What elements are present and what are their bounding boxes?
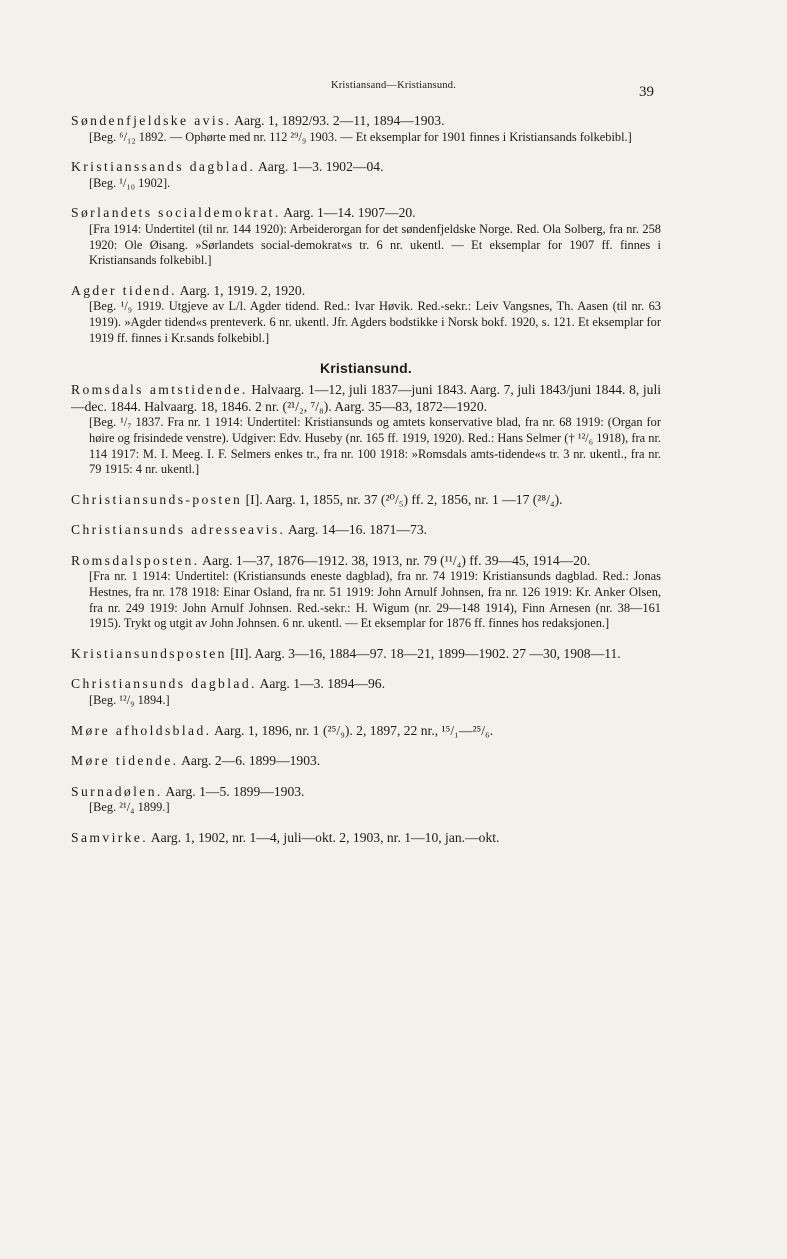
entry-head	[71, 522, 661, 539]
entry-holdings: Aarg. 1—3. 1902—04.	[257, 159, 384, 175]
entry-title: Christiansunds dagblad.	[71, 676, 257, 692]
entry-note: [Beg. ¹/₉ 1919. Utgjeve av L/l. Agder tidend. Red.: Ivar Høvik. Red.-sekr.: Leiv Vangsnes, Th. Aasen (til nr. 63 1919). »Agder tidend«s prenteverk. 6 nr. ukentl. Jfr. Agders bodstikke i Norsk bokf. 1920, s. 121. Et eksemplar for 1919 ff. finnes i Kr.sands folkebibl.]	[89, 299, 661, 345]
bibliography-entry	[71, 723, 661, 740]
entry-holdings: Aarg. 1—37, 1876—1912. 38, 1913, nr. 79 (¹¹/₄) ff. 39—45, 1914—20.	[202, 552, 591, 568]
entry-head	[71, 676, 661, 693]
entry-note: [Beg. ¹²/₉ 1894.]	[89, 693, 170, 708]
bibliography-entry	[71, 382, 661, 478]
bibliography-entry	[71, 205, 661, 268]
bibliography-entry	[71, 553, 661, 632]
bibliography-entry	[71, 646, 661, 663]
bibliography-entry	[71, 522, 661, 539]
bibliography-body	[71, 113, 661, 861]
entry-title: Møre afholdsblad.	[71, 722, 212, 738]
entry-head	[71, 283, 661, 300]
entry-head	[71, 784, 661, 801]
entry-title: Søndenfjeldske avis.	[71, 113, 232, 128]
entry-title: Kristiansundsposten	[71, 645, 227, 661]
entry-note: [Fra nr. 1 1914: Undertitel: (Kristiansunds eneste dagblad), fra nr. 74 1919: Kristiansunds dagblad. Red.: Jonas Hestnes, fra nr. 178 1918: Einar Osland, fra nr. 51 1919: John Arnulf Johnsen, fra nr. 126 1919: Kr. Anker Olsen, fra nr. 249 1919: John Arnulf Johnsen. Red.-sekr.: H. Wigum (nr. 29—148 1914), Finn Arnesen (nr. 38—161 1915). Trykt og utgit av John Johnsen. 6 nr. ukentl. — Et eksemplar for 1876 ff. finnes hos redaksjonen.]	[89, 569, 661, 631]
bibliography-entry	[71, 830, 661, 847]
entry-head	[71, 113, 661, 130]
entry-title: Romsdals amtstidende.	[71, 382, 248, 398]
entry-holdings: [I]. Aarg. 1, 1855, nr. 37 (²⁰/₅) ff. 2, 1856, nr. 1 —17 (²⁸/₄).	[245, 491, 563, 507]
bibliography-entry	[71, 753, 661, 770]
entry-title: Agder tidend.	[71, 282, 177, 298]
entry-note: [Beg. ¹/₇ 1837. Fra nr. 1 1914: Undertitel: Kristiansunds og amtets konservative blad, fra nr. 68 1919: (Organ for høire og frisindede venstre). Udgiver: Edv. Huseby (nr. 165 ff. 1919, 1920). Red.: Hans Selmer († ¹²/₆ 1918), fra nr. 114 1917: M. I. Meeg. I. F. Selmers enkes tr., fra nr. 100 1918: »Romsdals amts-tidende«s tr. 3 nr. ukentl., fra nr. 79 1915: 4 nr. ukentl.]	[89, 415, 661, 477]
entries-kristiansand	[71, 113, 661, 346]
entry-note: [Fra 1914: Undertitel (til nr. 144 1920): Arbeiderorgan for det søndenfjeldske Norge. Red. Ola Solberg, fra nr. 258 1920: Ole Øisang. »Sørlandets social-demokrat«s tr. 6 nr. ukentl. — Et eksemplar for 1907 ff. finnes i Kristiansands folkebibl.]	[89, 221, 661, 268]
entry-title: Surnadølen.	[71, 783, 163, 799]
entry-title: Sørlandets socialdemokrat.	[71, 205, 281, 221]
entry-head	[71, 830, 661, 847]
entry-head	[71, 753, 661, 770]
entry-title: Christiansunds adresseavis.	[71, 522, 286, 538]
bibliography-entry	[71, 283, 661, 346]
entry-holdings: Aarg. 1—5. 1899—1903.	[165, 783, 305, 799]
entry-head	[71, 492, 661, 509]
entry-title: Kristianssands dagblad.	[71, 159, 256, 175]
entry-holdings: Aarg. 1—3. 1894—96.	[259, 676, 385, 692]
bibliography-entry	[71, 113, 661, 145]
entry-head	[71, 382, 661, 415]
bibliography-entry	[71, 159, 661, 191]
entry-head	[71, 553, 661, 570]
entry-title: Samvirke.	[71, 830, 149, 845]
entry-holdings: Halvaarg. 1—12, juli 1837—juni 1843. Aarg. 7, juli 1843/juni 1844. 8, juli—dec. 1844. Halvaarg. 18, 1846. 2 nr. (²¹/₂, ⁷/₈). Aarg. 35—83, 1872—1920.	[71, 382, 662, 414]
entry-holdings: Aarg. 1—14. 1907—20.	[283, 205, 416, 221]
bibliography-entry	[71, 784, 661, 816]
entry-holdings: Aarg. 1, 1902, nr. 1—4, juli—okt. 2, 1903, nr. 1—10, jan.—okt.	[150, 830, 500, 845]
entry-title: Christiansunds-posten	[71, 491, 243, 507]
entry-title: Møre tidende.	[71, 753, 179, 769]
bibliography-entry	[71, 492, 661, 509]
page-number: 39	[639, 84, 654, 100]
entry-title: Romsdalsposten.	[71, 552, 200, 568]
entries-kristiansund	[71, 382, 661, 846]
entry-holdings: Aarg. 1, 1892/93. 2—11, 1894—1903.	[234, 113, 445, 128]
entry-head	[71, 646, 661, 663]
running-head: Kristiansand—Kristiansund.	[330, 80, 457, 91]
entry-head	[71, 205, 661, 222]
entry-head	[71, 723, 661, 740]
bibliography-entry	[71, 676, 661, 708]
entry-holdings: [II]. Aarg. 3—16, 1884—97. 18—21, 1899—1902. 27 —30, 1908—11.	[230, 645, 621, 661]
entry-note: [Beg. ⁶/₁₂ 1892. — Ophørte med nr. 112 ²⁹/₉ 1903. — Et eksemplar for 1901 finnes i Kristiansands folkebibl.]	[89, 129, 632, 144]
entry-holdings: Aarg. 1, 1896, nr. 1 (²⁵/₉). 2, 1897, 22 nr., ¹⁵/₁—²⁵/₆.	[214, 722, 494, 738]
entry-note: [Beg. ¹/₁₀ 1902].	[89, 175, 171, 190]
entry-head	[71, 159, 661, 176]
entry-holdings: Aarg. 1, 1919. 2, 1920.	[179, 282, 306, 298]
entry-holdings: Aarg. 2—6. 1899—1903.	[181, 753, 321, 769]
entry-holdings: Aarg. 14—16. 1871—73.	[287, 522, 428, 538]
entry-note: [Beg. ²¹/₄ 1899.]	[89, 800, 170, 815]
section-heading: Kristiansund.	[319, 360, 413, 377]
